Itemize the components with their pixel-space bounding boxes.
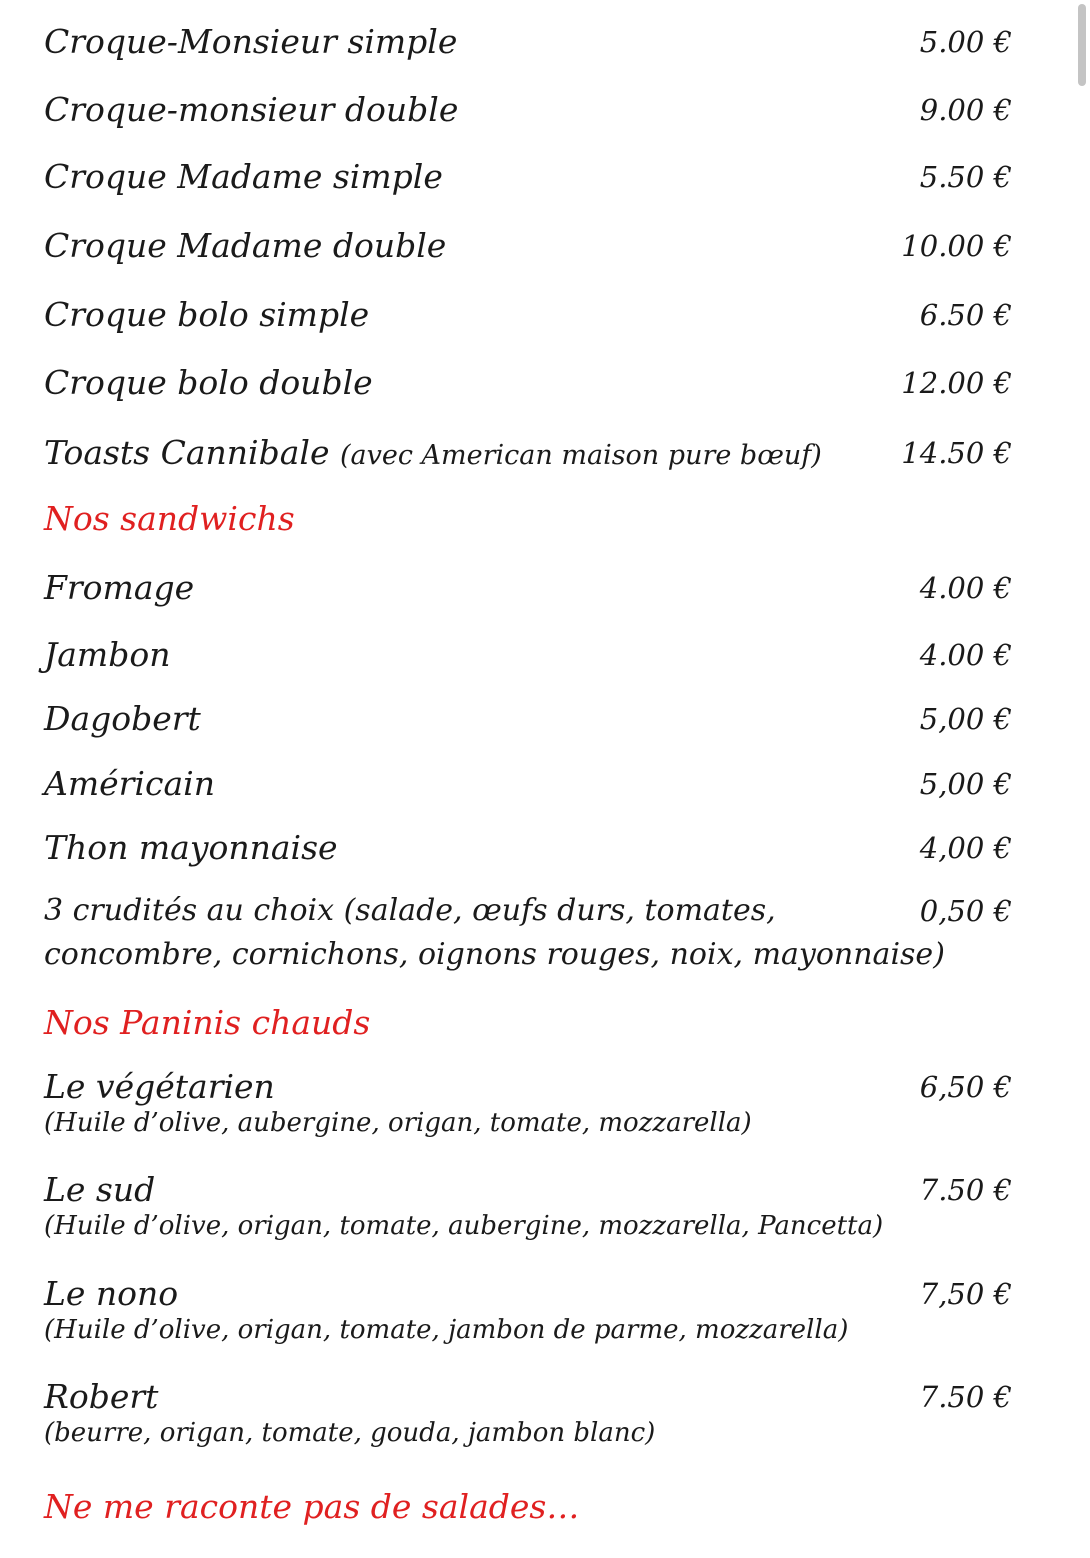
item-name: Le sud	[44, 1170, 156, 1209]
menu-item	[44, 363, 1012, 423]
item-price: 14.50 €	[901, 436, 1012, 470]
menu-item	[44, 1067, 1012, 1147]
scrollbar[interactable]	[1078, 4, 1086, 86]
item-name: Croque bolo double	[44, 363, 373, 402]
menu-item	[44, 90, 1012, 150]
item-name-line2: concombre, cornichons, oignons rouges, noix, mayonnaise)	[44, 937, 945, 972]
item-price: 0,50 €	[919, 894, 1012, 928]
menu-item	[44, 433, 1012, 493]
item-price: 6.50 €	[919, 298, 1012, 332]
menu-item	[44, 1377, 1012, 1457]
item-price: 4.00 €	[919, 571, 1012, 605]
item-name: 3 crudités au choix (salade, œufs durs, tomates,	[44, 893, 776, 928]
menu-item	[44, 1170, 1012, 1250]
menu-item	[44, 568, 1012, 628]
item-price: 5,00 €	[919, 702, 1012, 736]
menu-item	[44, 157, 1012, 217]
section-title-salades: Ne me raconte pas de salades…	[44, 1487, 580, 1526]
item-price: 4.00 €	[919, 638, 1012, 672]
menu-item	[44, 226, 1012, 286]
item-name: Américain	[44, 764, 215, 803]
item-name: Dagobert	[44, 699, 201, 738]
menu-item	[44, 699, 1012, 759]
item-name: Croque-monsieur double	[44, 90, 459, 129]
menu-item	[44, 764, 1012, 824]
item-price: 5,00 €	[919, 767, 1012, 801]
menu-item	[44, 1274, 1012, 1354]
item-name: Le végétarien	[44, 1067, 275, 1106]
item-price: 9.00 €	[919, 93, 1012, 127]
item-name: Croque Madame double	[44, 226, 447, 265]
item-name: Croque bolo simple	[44, 295, 370, 334]
item-description: (beurre, origan, tomate, gouda, jambon blanc)	[44, 1418, 656, 1448]
section-title-paninis: Nos Paninis chauds	[44, 1003, 371, 1042]
item-price: 6,50 €	[919, 1070, 1012, 1104]
item-name-text: Toasts Cannibale	[44, 433, 330, 472]
item-name: Thon mayonnaise	[44, 828, 338, 867]
menu-item	[44, 891, 1012, 981]
item-price: 5.00 €	[919, 25, 1012, 59]
item-name: Robert	[44, 1377, 159, 1416]
item-name: Croque-Monsieur simple	[44, 22, 458, 61]
item-price: 4,00 €	[919, 831, 1012, 865]
item-description: (Huile d’olive, aubergine, origan, tomate, mozzarella)	[44, 1108, 752, 1138]
item-note: (avec American maison pure bœuf)	[339, 440, 822, 471]
menu-item	[44, 22, 1012, 82]
item-price: 12.00 €	[901, 366, 1012, 400]
menu-item	[44, 828, 1012, 888]
item-price: 10.00 €	[901, 229, 1012, 263]
item-name: Le nono	[44, 1274, 179, 1313]
section-title-sandwichs: Nos sandwichs	[44, 499, 295, 538]
item-price: 7,50 €	[919, 1277, 1012, 1311]
item-price: 7.50 €	[919, 1173, 1012, 1207]
item-name: Jambon	[44, 635, 171, 674]
item-name: Croque Madame simple	[44, 157, 443, 196]
item-description: (Huile d’olive, origan, tomate, jambon de parme, mozzarella)	[44, 1315, 849, 1345]
item-price: 7.50 €	[919, 1380, 1012, 1414]
item-price: 5.50 €	[919, 160, 1012, 194]
item-name	[44, 433, 822, 476]
item-name: Fromage	[44, 568, 195, 607]
item-description: (Huile d’olive, origan, tomate, aubergine, mozzarella, Pancetta)	[44, 1211, 884, 1241]
menu-item	[44, 295, 1012, 355]
menu-item	[44, 635, 1012, 695]
